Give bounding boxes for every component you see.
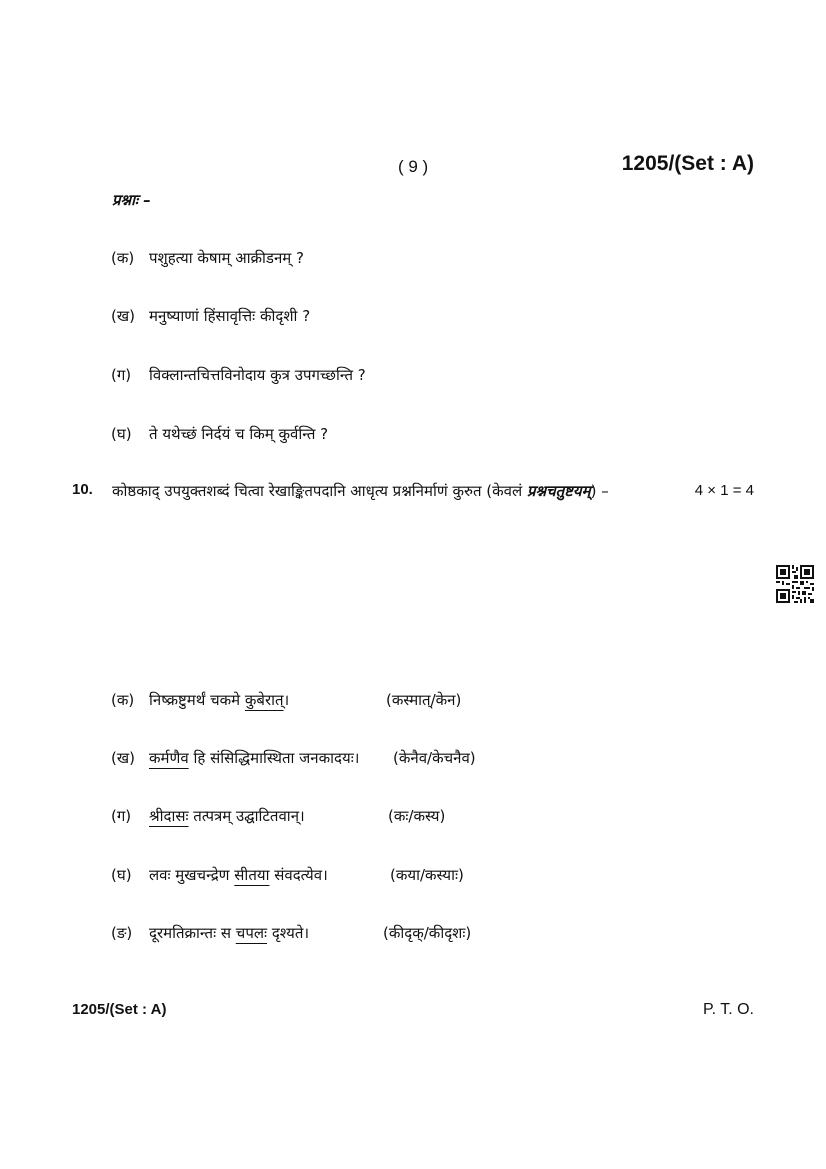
marks-allocation: 4 × 1 = 4 [694, 482, 754, 499]
q10-options-nga: (कीदृक्/कीदृशः) [383, 924, 472, 942]
item-label: (घ) [111, 425, 132, 443]
sentence-post: । [283, 691, 290, 709]
sentence-post: हि संसिद्धिमास्थिता जनकादयः। [188, 749, 360, 767]
pto-label: P. T. O. [703, 1001, 754, 1018]
underlined-word: श्रीदासः [149, 807, 189, 825]
q9-item-ga [111, 365, 366, 385]
item-label: (ङ) [111, 924, 133, 942]
q10-options-ka: (कस्मात्/केन) [386, 691, 462, 709]
q10-options-ga: (कः/कस्य) [388, 807, 446, 825]
item-label: (ख) [111, 749, 135, 767]
sentence-post: तत्पत्रम् उद्घाटितवान्। [188, 807, 305, 825]
underlined-word: चपलः [235, 924, 268, 942]
q9-item-ka [111, 248, 304, 268]
paper-code-footer: 1205/(Set : A) [72, 1001, 167, 1018]
qr-code [776, 565, 814, 603]
q10-item-nga [111, 923, 309, 943]
underlined-word: सीतया [234, 866, 270, 884]
item-label: (घ) [111, 866, 132, 884]
question-number: 10. [72, 481, 93, 498]
q9-item-kha [111, 306, 310, 326]
item-label: (ग) [111, 366, 132, 384]
page-number: ( 9 ) [398, 157, 429, 176]
item-text: मनुष्याणां हिंसावृत्तिः कीदृशी ? [149, 307, 311, 325]
q9-item-gha [111, 424, 328, 444]
q10-options-kha: (केनैव/केचनैव) [393, 749, 476, 767]
item-label: (ग) [111, 807, 132, 825]
sentence-post: संवदत्येव। [269, 866, 328, 884]
q10-item-ga [111, 806, 305, 826]
underlined-word: कर्मणैव [149, 749, 189, 767]
questions-heading: प्रश्नाः – [112, 191, 151, 209]
q10-item-kha [111, 748, 359, 768]
item-label: (क) [111, 691, 135, 709]
instruction-end: ) – [590, 482, 609, 500]
sentence-pre: दूरमतिक्रान्तः स [149, 924, 236, 942]
sentence-pre: लवः मुखचन्द्रेण [149, 866, 235, 884]
item-text: ते यथेच्छं निर्दयं च किम् कुर्वन्ति ? [149, 425, 329, 443]
item-text: विक्लान्तचित्तविनोदाय कुत्र उपगच्छन्ति ? [149, 366, 366, 384]
sentence-post: दृश्यते। [267, 924, 310, 942]
question-instruction [112, 481, 609, 501]
sentence-pre: निष्क्रष्टुमर्थं चकमे [149, 691, 245, 709]
q10-options-gha: (कया/कस्याः) [390, 866, 464, 884]
instruction-emphasis: प्रश्नचतुष्टयम् [526, 482, 591, 500]
item-label: (ख) [111, 307, 135, 325]
q10-item-ka [111, 690, 289, 710]
q10-item-gha [111, 865, 328, 885]
underlined-word: कुबेरात् [244, 691, 284, 709]
paper-code-header: 1205/(Set : A) [621, 152, 754, 175]
item-label: (क) [111, 249, 135, 267]
instruction-text: कोष्ठकाद् उपयुक्तशब्दं चित्वा रेखाङ्कितपदानि आधृत्य प्रश्ननिर्माणं कुरुत (केवलं [112, 482, 527, 500]
item-text: पशुहत्या केषाम् आक्रीडनम् ? [149, 249, 304, 267]
